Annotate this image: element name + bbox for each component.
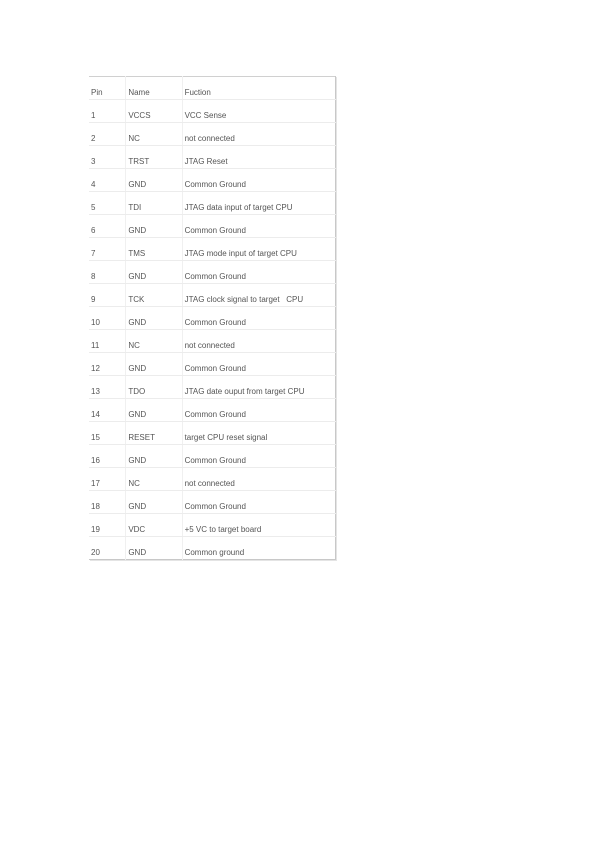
header-function: Fuction: [182, 77, 335, 100]
name-cell: NC: [126, 468, 182, 491]
pin-cell: 11: [89, 330, 126, 353]
pin-cell: 7: [89, 238, 126, 261]
name-cell: TDI: [126, 192, 182, 215]
table-row: [89, 238, 336, 261]
table-row: [89, 399, 336, 422]
name-cell: GND: [126, 215, 182, 238]
table-row: [89, 307, 336, 330]
function-cell: Common Ground: [182, 491, 335, 514]
name-cell: TRST: [126, 146, 182, 169]
name-cell: GND: [126, 307, 182, 330]
table-row: [89, 422, 336, 445]
pin-cell: 14: [89, 399, 126, 422]
pin-cell: 16: [89, 445, 126, 468]
pin-cell: 13: [89, 376, 126, 399]
pin-assignment-table: [89, 76, 336, 560]
table-row: [89, 169, 336, 192]
function-cell: not connected: [182, 123, 335, 146]
pin-cell: 2: [89, 123, 126, 146]
function-cell: Common Ground: [182, 399, 335, 422]
name-cell: GND: [126, 353, 182, 376]
table-row: [89, 284, 336, 307]
pin-cell: 12: [89, 353, 126, 376]
table-row: [89, 353, 336, 376]
table-row: [89, 468, 336, 491]
function-cell: +5 VC to target board: [182, 514, 335, 537]
table-row: [89, 376, 336, 399]
table-row: [89, 192, 336, 215]
pin-cell: 6: [89, 215, 126, 238]
pin-cell: 19: [89, 514, 126, 537]
name-cell: VCCS: [126, 100, 182, 123]
function-cell: target CPU reset signal: [182, 422, 335, 445]
table-header-row: [89, 77, 336, 100]
table-row: [89, 100, 336, 123]
header-pin: Pin: [89, 77, 126, 100]
function-cell: JTAG date ouput from target CPU: [182, 376, 335, 399]
table-row: [89, 261, 336, 284]
table-row: [89, 445, 336, 468]
table-row: [89, 537, 336, 560]
pin-cell: 1: [89, 100, 126, 123]
header-name: Name: [126, 77, 182, 100]
pin-cell: 18: [89, 491, 126, 514]
function-cell: Common Ground: [182, 261, 335, 284]
pin-cell: 4: [89, 169, 126, 192]
pin-cell: 9: [89, 284, 126, 307]
pin-cell: 15: [89, 422, 126, 445]
table-row: [89, 491, 336, 514]
name-cell: GND: [126, 445, 182, 468]
pin-table-body: [89, 77, 336, 560]
name-cell: TMS: [126, 238, 182, 261]
function-cell: Common Ground: [182, 353, 335, 376]
function-cell: JTAG mode input of target CPU: [182, 238, 335, 261]
pin-cell: 10: [89, 307, 126, 330]
function-cell: VCC Sense: [182, 100, 335, 123]
name-cell: GND: [126, 169, 182, 192]
pin-cell: 20: [91, 548, 100, 557]
function-cell: JTAG Reset: [182, 146, 335, 169]
pin-cell: 17: [89, 468, 126, 491]
pin-cell: 3: [89, 146, 126, 169]
name-cell: GND: [126, 399, 182, 422]
function-cell: Common Ground: [182, 215, 335, 238]
function-cell: not connected: [182, 468, 335, 491]
name-cell: GND: [126, 491, 182, 514]
name-cell: TCK: [126, 284, 182, 307]
table-row: [89, 146, 336, 169]
name-cell: VDC: [126, 514, 182, 537]
table-row: [89, 215, 336, 238]
pin-cell: 8: [89, 261, 126, 284]
function-cell: not connected: [182, 330, 335, 353]
table-row: [89, 330, 336, 353]
function-cell: JTAG data input of target CPU: [182, 192, 335, 215]
name-cell: NC: [126, 123, 182, 146]
function-cell: Common ground: [182, 537, 335, 560]
pin-cell: 5: [89, 192, 126, 215]
function-cell: JTAG clock signal to target CPU: [182, 284, 335, 307]
name-cell: GND: [126, 537, 182, 560]
table-row: [89, 514, 336, 537]
name-cell: TDO: [126, 376, 182, 399]
name-cell: RESET: [126, 422, 182, 445]
name-cell: NC: [126, 330, 182, 353]
name-cell: GND: [126, 261, 182, 284]
function-cell: Common Ground: [182, 169, 335, 192]
table-row: [89, 123, 336, 146]
function-cell: Common Ground: [182, 307, 335, 330]
function-cell: Common Ground: [182, 445, 335, 468]
